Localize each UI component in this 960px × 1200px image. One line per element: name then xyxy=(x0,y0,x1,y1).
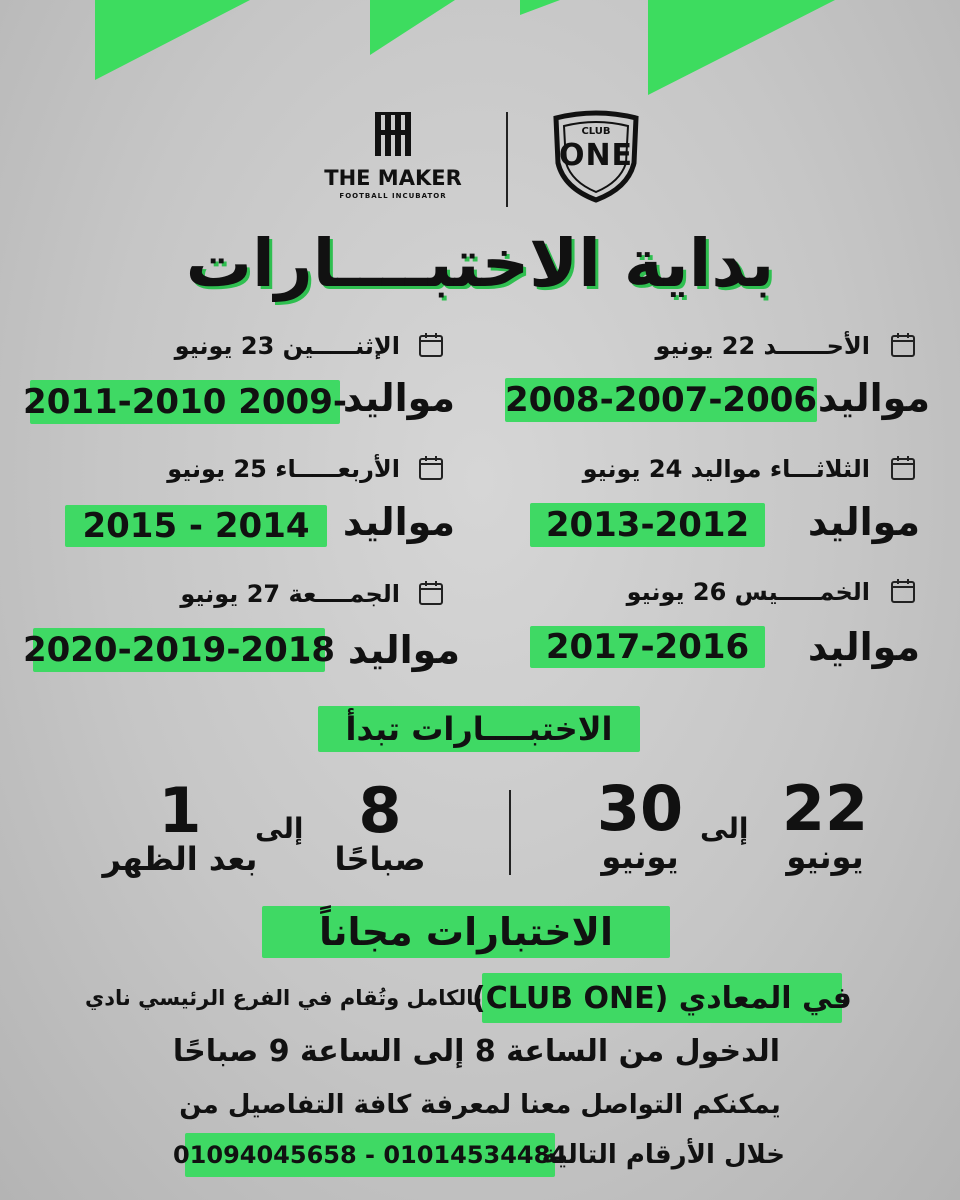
day-label-monday: مواليد xyxy=(342,376,455,420)
day-label-tuesday: مواليد xyxy=(807,500,920,544)
club-top-text: CLUB xyxy=(581,126,611,137)
day-to-number: 30 xyxy=(596,772,684,845)
calendar-icon xyxy=(890,332,916,358)
calendar-icon xyxy=(418,332,444,358)
day-date-wednesday: الأربعـــــاء 25 يونيو xyxy=(167,455,400,483)
club-main-text: ONE xyxy=(558,138,634,173)
page-title: بداية الاختبــــارات xyxy=(185,225,775,302)
info-line-1: بالكامل وتُقام في الفرع الرئيسي نادي xyxy=(84,986,482,1010)
location-text: (CLUB ONE) في المعادي xyxy=(472,980,852,1016)
day-to-month: يونيو xyxy=(601,838,679,876)
years-highlight-wednesday: 2015 - 2014 xyxy=(65,505,327,547)
hour-to-number: 1 xyxy=(158,774,202,847)
info-line-3: يمكنكم التواصل معنا لمعرفة كافة التفاصيل من xyxy=(179,1090,781,1120)
day-date-sunday: الأحــــــد 22 يونيو xyxy=(655,332,870,360)
phones-highlight xyxy=(172,1133,568,1177)
maker-logo-icon xyxy=(373,110,413,160)
free-heading-highlight xyxy=(262,906,670,958)
start-heading-highlight xyxy=(318,706,640,752)
to-word-times: إلى xyxy=(255,812,304,845)
the-maker-logo xyxy=(318,110,468,205)
free-heading: الاختبارات مجاناً xyxy=(318,910,614,954)
to-word-dates: إلى xyxy=(700,812,749,845)
maker-subtitle: FOOTBALL INCUBATOR xyxy=(339,192,447,200)
logo-divider xyxy=(506,112,508,207)
dates-times-divider xyxy=(509,790,511,875)
green-stripe xyxy=(370,0,455,55)
hour-to-label: بعد الظهر xyxy=(102,840,258,878)
day-date-tuesday: الثلاثـــاء مواليد 24 يونيو xyxy=(582,455,870,483)
day-from-month: يونيو xyxy=(786,838,864,876)
phone-numbers[interactable]: 01094045658 - 01014534484 xyxy=(172,1141,568,1169)
info-line-2: الدخول من الساعة 8 إلى الساعة 9 صباحًا xyxy=(172,1034,780,1069)
hour-from-label: صباحًا xyxy=(334,840,426,878)
calendar-icon xyxy=(890,455,916,481)
green-stripe xyxy=(95,0,250,80)
years-highlight-sunday: 2008-2007-2006 xyxy=(504,380,818,420)
green-stripe xyxy=(520,0,560,15)
calendar-icon xyxy=(418,580,444,606)
top-decoration xyxy=(0,0,960,100)
day-date-monday: الإثنـــــين 23 يونيو xyxy=(174,332,400,360)
location-highlight xyxy=(472,973,852,1023)
day-date-friday: الجمــــعة 27 يونيو xyxy=(180,580,400,608)
day-label-wednesday: مواليد xyxy=(342,500,455,544)
calendar-icon xyxy=(890,578,916,604)
day-label-friday: مواليد xyxy=(347,628,460,672)
day-label-thursday: مواليد xyxy=(807,625,920,669)
hour-from-number: 8 xyxy=(358,774,402,847)
calendar-icon xyxy=(418,455,444,481)
years-highlight-friday: 2020-2019-2018 xyxy=(22,630,336,670)
years-highlight-thursday: 2017-2016 xyxy=(530,626,765,668)
years-highlight-tuesday: 2013-2012 xyxy=(530,503,765,547)
maker-name: THE MAKER xyxy=(324,166,462,190)
day-label-sunday: مواليد xyxy=(817,376,930,420)
club-one-logo xyxy=(548,108,644,204)
info-line-4: خلال الأرقام التالية xyxy=(541,1140,785,1170)
green-stripe xyxy=(648,0,835,95)
start-heading: الاختبــــارات تبدأ xyxy=(345,710,613,748)
years-highlight-monday: 2011-2010 2009- xyxy=(23,382,347,422)
day-date-thursday: الخمـــــيس 26 يونيو xyxy=(626,578,870,606)
day-from-number: 22 xyxy=(781,772,869,845)
